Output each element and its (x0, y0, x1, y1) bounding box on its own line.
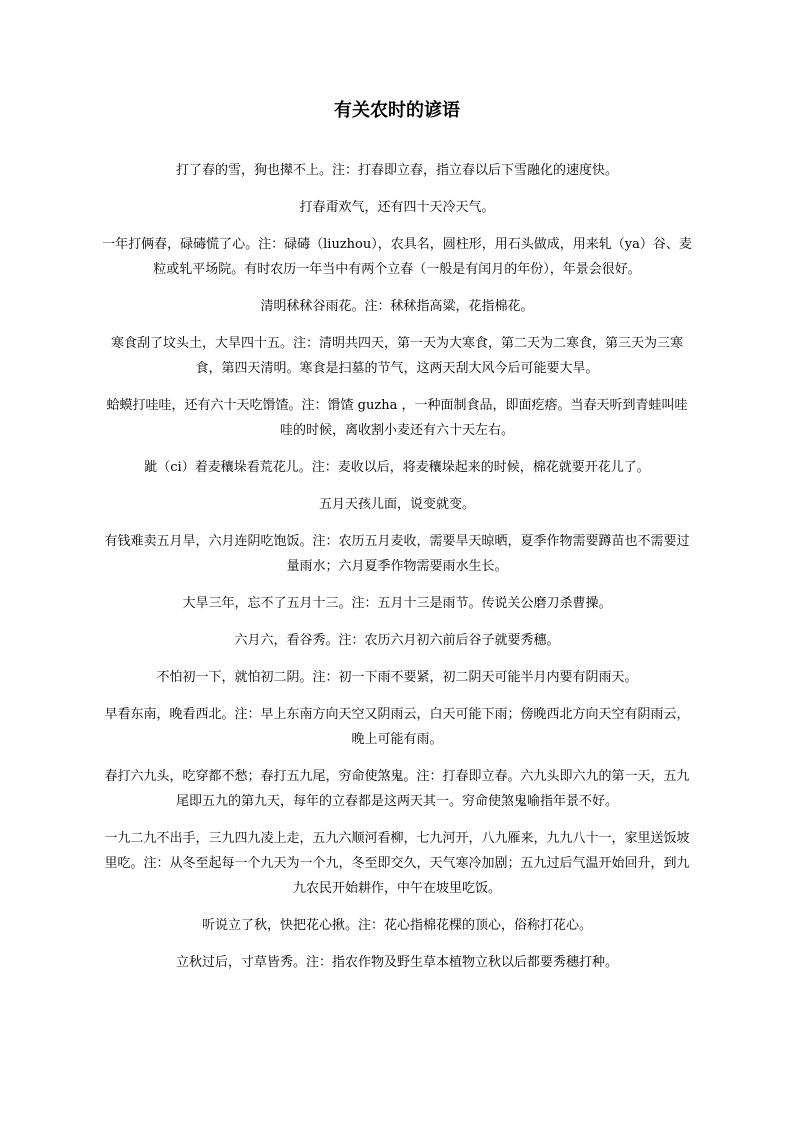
proverb-paragraph: 一年打俩春，碌碡慌了心。注：碌碡（liuzhou），农具名，圆柱形，用石头做成，用来轧（ya）谷、麦粒或轧平场院。有时农历一年当中有两个立春（一般是有闰月的年份），年景会很好。 (102, 237, 692, 277)
proverb-paragraph: 有钱难卖五月旱，六月连阴吃饱饭。注：农历五月麦收，需要旱天晾晒，夏季作物需要蹲苗也不需要过量雨水；六月夏季作物需要雨水生长。 (104, 534, 690, 574)
proverb-paragraph: 春打六九头，吃穿都不愁；春打五九尾，穷命使煞鬼。注：打春即立春。六九头即六九的第一天，五九尾即五九的第九天，每年的立春都是这两天其一。穷命使煞鬼喻指年景不好。 (104, 769, 690, 809)
page-title: 有关农时的谚语 (334, 100, 460, 121)
proverb-paragraph: 打春甭欢气，还有四十天冷天气。 (299, 200, 495, 215)
paragraph-list (102, 158, 692, 975)
proverb-paragraph: 大旱三年，忘不了五月十三。注：五月十三是雨节。传说关公磨刀杀曹操。 (182, 596, 612, 611)
proverb-paragraph: 立秋过后，寸草皆秀。注：指农作物及野生草本植物立秋以后都要秀穗打种。 (175, 955, 618, 970)
proverb-paragraph: 打了春的雪，狗也撵不上。注：打春即立春，指立春以后下雪融化的速度快。 (175, 163, 618, 178)
proverb-paragraph: 六月六，看谷秀。注：农历六月初六前后谷子就要秀穗。 (234, 633, 560, 648)
proverb-paragraph: 一九二九不出手，三九四九凌上走，五九六顺河看柳，七九河开，八九雁来，九九八十一，家里送饭坡里吃。注：从冬至起每一个九天为一个九，冬至即交久，天气寒冷加剧；五九过后气温开始回升，到九九农民开始耕作，中午在坡里吃饭。 (104, 831, 690, 896)
proverb-paragraph: 蛤蟆打哇哇，还有六十天吃馉馇。注：馉馇 guzha ，一种面制食品，即面疙瘩。当春天听到青蛙叫哇哇的时候，离收割小麦还有六十天左右。 (106, 398, 688, 438)
proverb-paragraph: 五月天孩儿面，说变就变。 (318, 497, 475, 512)
proverb-paragraph: 不怕初一下，就怕初二阴。注：初一下雨不要紧，初二阴天可能半月内要有阴雨天。 (156, 670, 638, 685)
proverb-paragraph: 清明秫秫谷雨花。注：秫秫指高粱，花指棉花。 (260, 299, 534, 314)
proverb-paragraph: 跐（ci）着麦穰垛看荒花儿。注：麦收以后，将麦穰垛起来的时候，棉花就要开花儿了。 (144, 460, 650, 475)
proverb-paragraph: 听说立了秋，快把花心揪。注：花心指棉花棵的顶心，俗称打花心。 (201, 918, 592, 933)
proverb-paragraph: 早看东南，晚看西北。注：早上东南方向天空又阴雨云，白天可能下雨；傍晚西北方向天空有阴雨云，晚上可能有雨。 (104, 707, 690, 747)
proverb-paragraph: 寒食刮了坟头土，大旱四十五。注：清明共四天，第一天为大寒食，第二天为二寒食，第三天为三寒食，第四天清明。寒食是扫墓的节气，这两天刮大风今后可能要大旱。 (110, 336, 683, 376)
